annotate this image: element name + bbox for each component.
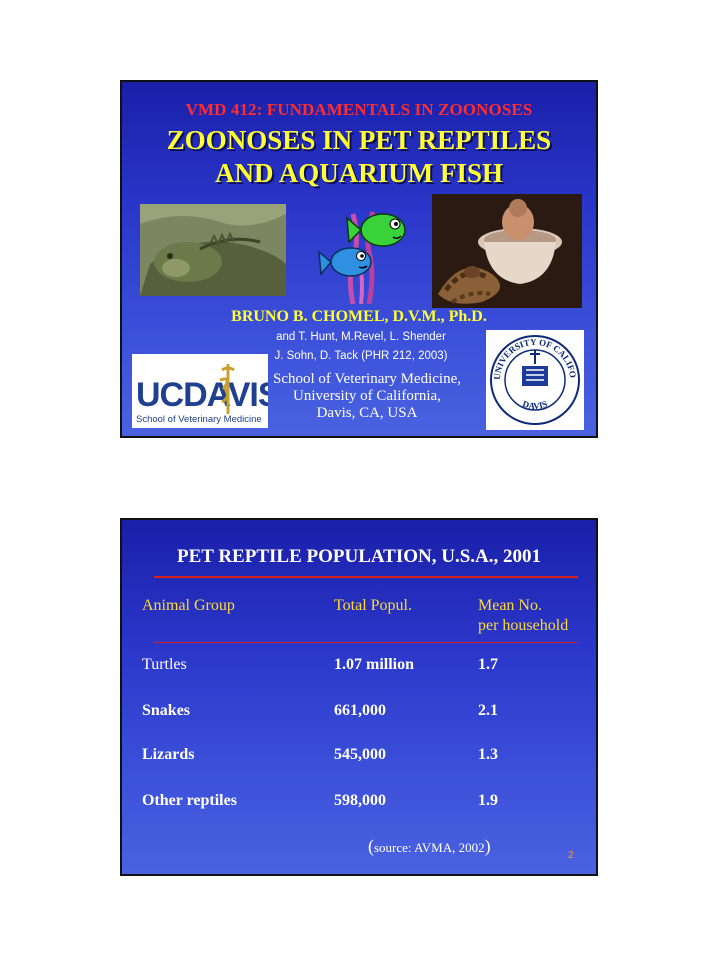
row-lizards-total: 545,000 (334, 746, 386, 763)
iguana-photo (140, 204, 286, 296)
source-close-paren: ) (484, 836, 491, 856)
header-divider (154, 642, 578, 643)
slide-2 (120, 518, 598, 876)
title-divider (154, 576, 578, 578)
institution-line-3: Davis, CA, USA (316, 405, 418, 421)
institution-line-1: School of Veterinary Medicine, (272, 371, 461, 387)
header-total-population: Total Popul. (334, 597, 412, 614)
header-mean-per-household (478, 596, 588, 636)
coauthors-line-2: J. Sohn, D. Tack (PHR 212, 2003) (274, 350, 448, 362)
author-name: BRUNO B. CHOMEL, D.V.M., Ph.D. (231, 308, 487, 325)
slide-1 (120, 80, 598, 438)
python-photo (432, 194, 582, 308)
coauthors-line-1: and T. Hunt, M.Revel, L. Shender (276, 331, 446, 343)
row-lizards-mean: 1.3 (478, 746, 498, 763)
svg-text:School of Veterinary Medicine: School of Veterinary Medicine (136, 414, 262, 425)
page-number: 2 (568, 850, 574, 861)
svg-text:DAVIS: DAVIS (521, 398, 549, 412)
row-lizards-group: Lizards (142, 746, 195, 763)
row-snakes-total: 661,000 (334, 702, 386, 719)
svg-text:THE UNIVERSITY OF CALIFORNIA: UNIVERSITY OF CALIFO (491, 336, 579, 381)
slide-title: PET REPTILE POPULATION, U.S.A., 2001 (176, 546, 542, 567)
row-turtles-group: Turtles (142, 656, 187, 673)
svg-text:UCDAVIS: UCDAVIS (136, 376, 268, 414)
row-other-mean: 1.9 (478, 792, 498, 809)
ucdavis-vetmed-logo (132, 354, 268, 428)
row-snakes-mean: 2.1 (478, 702, 498, 719)
university-of-california-seal (486, 330, 584, 430)
presentation-title (122, 124, 596, 190)
header-animal-group: Animal Group (142, 597, 235, 614)
source-citation (368, 836, 491, 857)
row-turtles-total: 1.07 million (334, 656, 415, 673)
title-line-1: ZOONOSES IN PET REPTILES (166, 125, 552, 155)
source-open-paren: ( (368, 836, 374, 856)
aquarium-fish-clipart (317, 196, 409, 304)
source-text: source: AVMA, 2002 (374, 840, 485, 855)
header-mean-line-1: Mean No. (478, 597, 542, 614)
institution (262, 371, 472, 422)
institution-line-2: University of California, (293, 388, 441, 404)
header-mean-line-2: per household (478, 617, 569, 634)
row-other-group: Other reptiles (142, 792, 237, 809)
course-title: VMD 412: FUNDAMENTALS IN ZOONOSES (185, 100, 533, 119)
row-snakes-group: Snakes (142, 702, 191, 719)
title-line-2: AND AQUARIUM FISH (214, 158, 503, 188)
row-turtles-mean: 1.7 (478, 656, 498, 673)
row-other-total: 598,000 (334, 792, 386, 809)
